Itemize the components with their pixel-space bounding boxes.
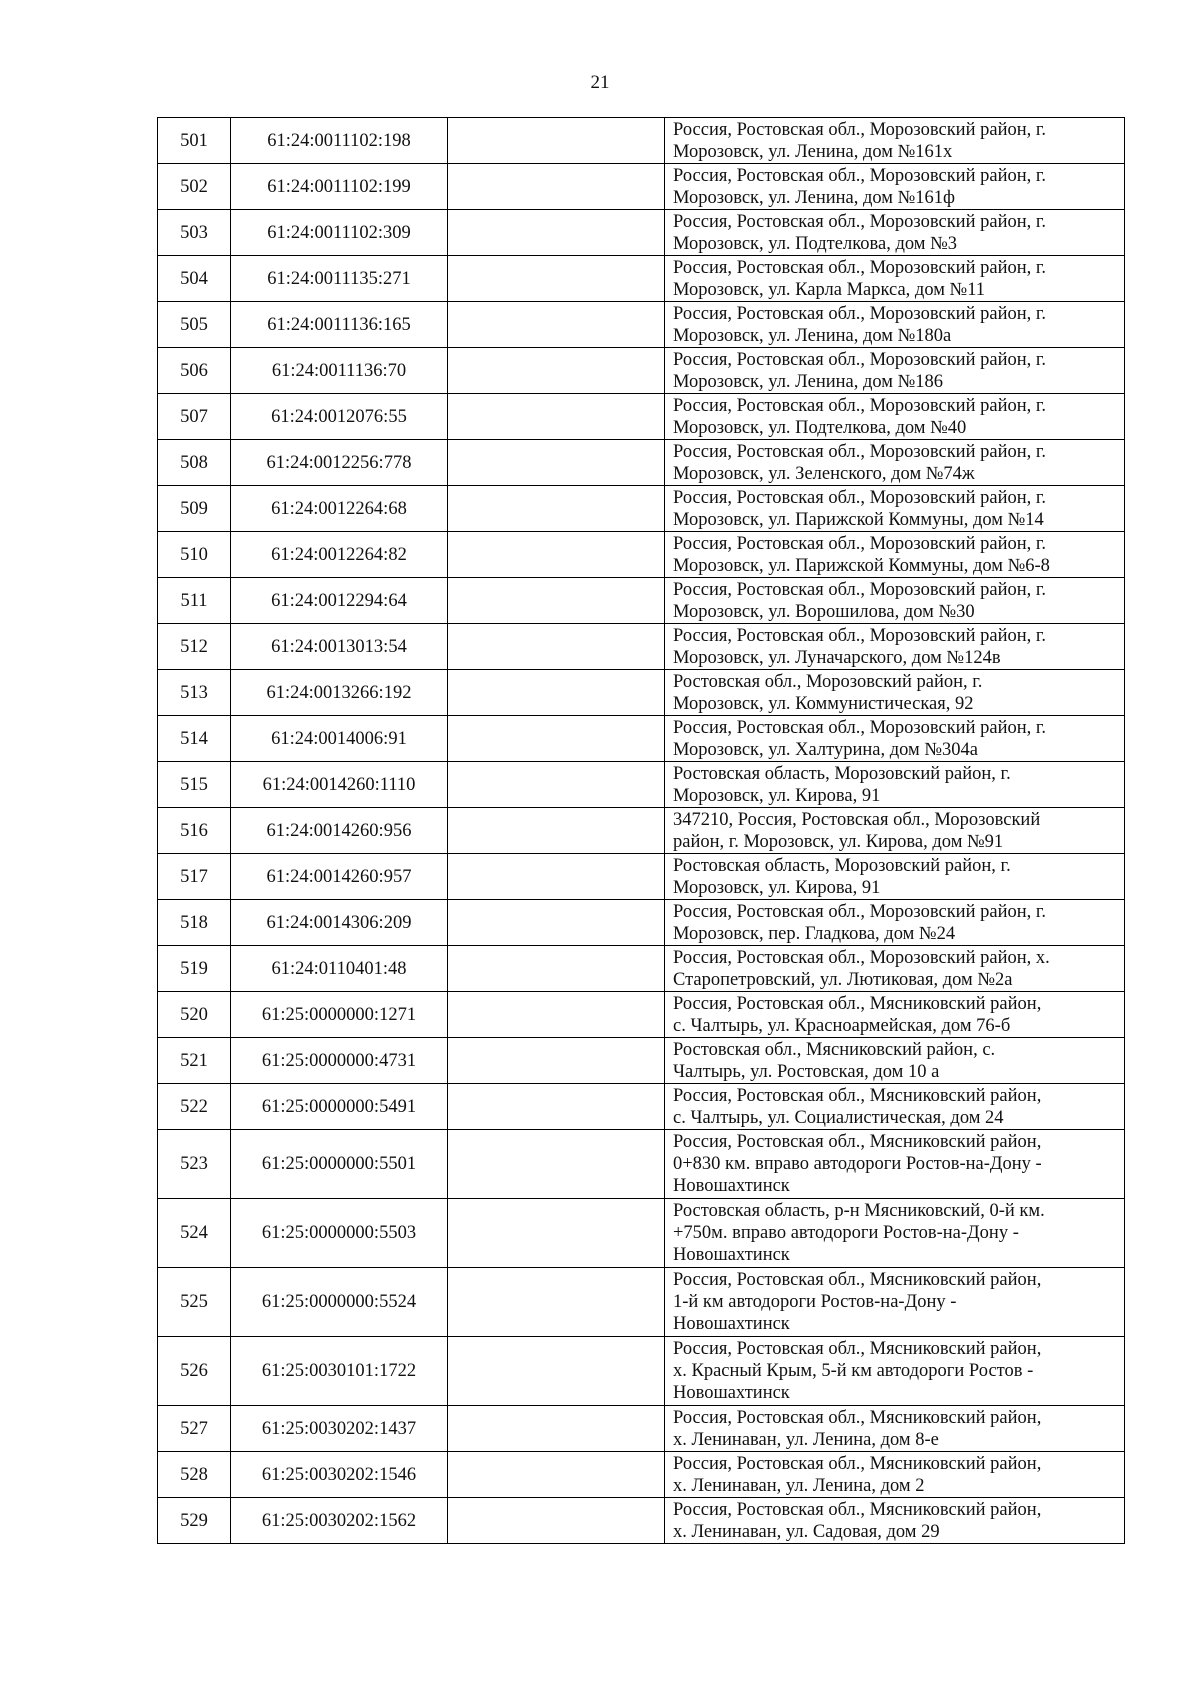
empty-cell — [448, 256, 665, 302]
row-number: 503 — [158, 210, 231, 256]
table-row — [158, 1337, 1125, 1406]
cadastral-number: 61:24:0012294:64 — [231, 578, 448, 624]
address-line: 1-й км автодороги Ростов-на-Дону - — [673, 1292, 957, 1312]
row-number: 516 — [158, 808, 231, 854]
row-number: 512 — [158, 624, 231, 670]
row-number: 505 — [158, 302, 231, 348]
empty-cell — [448, 762, 665, 808]
address-cell — [665, 164, 1125, 210]
empty-cell — [448, 670, 665, 716]
address-line: Морозовск, ул. Ленина, дом №161х — [673, 141, 953, 162]
empty-cell — [448, 1406, 665, 1452]
row-number: 529 — [158, 1498, 231, 1544]
table-row — [158, 992, 1125, 1038]
address-line: +750м. вправо автодороги Ростов-на-Дону - — [673, 1223, 1019, 1243]
table-row — [158, 1498, 1125, 1544]
empty-cell — [448, 118, 665, 164]
table-row — [158, 624, 1125, 670]
cadastral-number: 61:25:0000000:5503 — [231, 1199, 448, 1268]
empty-cell — [448, 348, 665, 394]
cadastral-number: 61:24:0011102:198 — [231, 118, 448, 164]
row-number: 513 — [158, 670, 231, 716]
row-number: 518 — [158, 900, 231, 946]
table-row — [158, 1268, 1125, 1337]
empty-cell — [448, 946, 665, 992]
empty-cell — [448, 164, 665, 210]
table-row — [158, 394, 1125, 440]
address-cell — [665, 486, 1125, 532]
address-cell — [665, 532, 1125, 578]
row-number: 527 — [158, 1406, 231, 1452]
page-number: 21 — [590, 72, 610, 93]
address-line: Старопетровский, ул. Лютиковая, дом №2а — [673, 969, 1013, 990]
row-number: 507 — [158, 394, 231, 440]
address-line: 0+830 км. вправо автодороги Ростов-на-Дону - — [673, 1154, 1042, 1174]
cadastral-number: 61:25:0000000:5501 — [231, 1130, 448, 1199]
row-number: 502 — [158, 164, 231, 210]
address-line: Россия, Ростовская обл., Морозовский район, х. — [673, 947, 1050, 968]
cadastral-number: 61:24:0014006:91 — [231, 716, 448, 762]
address-cell — [665, 808, 1125, 854]
cadastral-number: 61:24:0013266:192 — [231, 670, 448, 716]
row-number: 519 — [158, 946, 231, 992]
table-row — [158, 1084, 1125, 1130]
empty-cell — [448, 992, 665, 1038]
row-number: 506 — [158, 348, 231, 394]
address-line: Россия, Ростовская обл., Морозовский район, г. — [673, 441, 1046, 462]
cadastral-number: 61:24:0014260:956 — [231, 808, 448, 854]
empty-cell — [448, 1038, 665, 1084]
table-row — [158, 854, 1125, 900]
table-row — [158, 348, 1125, 394]
address-line: Россия, Ростовская обл., Морозовский район, г. — [673, 119, 1046, 140]
address-line: Морозовск, ул. Луначарского, дом №124в — [673, 647, 1001, 668]
empty-cell — [448, 1337, 665, 1406]
table-row — [158, 532, 1125, 578]
address-line: Россия, Ростовская обл., Морозовский район, г. — [673, 487, 1046, 508]
address-cell — [665, 1084, 1125, 1130]
address-cell — [665, 1130, 1125, 1199]
address-line: Россия, Ростовская обл., Мясниковский район, — [673, 1407, 1042, 1428]
address-line: Морозовск, ул. Ленина, дом №161ф — [673, 187, 956, 208]
table-row — [158, 486, 1125, 532]
address-line: Россия, Ростовская обл., Морозовский район, г. — [673, 717, 1046, 738]
empty-cell — [448, 302, 665, 348]
cadastral-number: 61:24:0014260:957 — [231, 854, 448, 900]
empty-cell — [448, 532, 665, 578]
address-cell — [665, 210, 1125, 256]
table-row — [158, 256, 1125, 302]
address-cell — [665, 1498, 1125, 1544]
registry-body — [158, 118, 1125, 1544]
address-cell — [665, 992, 1125, 1038]
cadastral-number: 61:25:0030101:1722 — [231, 1337, 448, 1406]
empty-cell — [448, 716, 665, 762]
table-row — [158, 210, 1125, 256]
address-line: Россия, Ростовская обл., Морозовский район, г. — [673, 901, 1046, 922]
address-line: Россия, Ростовская обл., Морозовский район, г. — [673, 625, 1046, 646]
address-cell — [665, 118, 1125, 164]
table-row — [158, 1452, 1125, 1498]
cadastral-number: 61:24:0011102:309 — [231, 210, 448, 256]
address-line: Россия, Ростовская обл., Мясниковский район, — [673, 1270, 1042, 1290]
address-line: х. Ленинаван, ул. Ленина, дом 8-е — [673, 1429, 939, 1450]
table-row — [158, 578, 1125, 624]
table-row — [158, 164, 1125, 210]
row-number: 508 — [158, 440, 231, 486]
address-cell — [665, 716, 1125, 762]
empty-cell — [448, 900, 665, 946]
address-line: Россия, Ростовская обл., Морозовский район, г. — [673, 579, 1046, 600]
table-row — [158, 900, 1125, 946]
address-cell — [665, 1452, 1125, 1498]
cadastral-number: 61:25:0030202:1437 — [231, 1406, 448, 1452]
address-line: Морозовск, ул. Халтурина, дом №304а — [673, 739, 979, 760]
table-row — [158, 716, 1125, 762]
empty-cell — [448, 1452, 665, 1498]
cadastral-number: 61:25:0000000:5491 — [231, 1084, 448, 1130]
address-cell — [665, 854, 1125, 900]
address-line: Морозовск, ул. Карла Маркса, дом №11 — [673, 279, 986, 300]
row-number: 520 — [158, 992, 231, 1038]
row-number: 526 — [158, 1337, 231, 1406]
empty-cell — [448, 578, 665, 624]
address-cell — [665, 440, 1125, 486]
table-row — [158, 302, 1125, 348]
address-line: Морозовск, ул. Парижской Коммуны, дом №14 — [673, 509, 1044, 530]
cadastral-number: 61:25:0000000:4731 — [231, 1038, 448, 1084]
address-line: х. Ленинаван, ул. Садовая, дом 29 — [673, 1521, 940, 1542]
address-cell — [665, 1268, 1125, 1337]
address-line: Новошахтинск — [673, 1245, 790, 1265]
empty-cell — [448, 1199, 665, 1268]
address-line: Чалтырь, ул. Ростовская, дом 10 а — [673, 1061, 940, 1082]
address-line: с. Чалтырь, ул. Социалистическая, дом 24 — [673, 1107, 1004, 1128]
address-line: Морозовск, ул. Ленина, дом №186 — [673, 371, 944, 392]
address-line: 347210, Россия, Ростовская обл., Морозовский — [673, 809, 1041, 830]
cadastral-number: 61:24:0011136:70 — [231, 348, 448, 394]
row-number: 514 — [158, 716, 231, 762]
table-row — [158, 670, 1125, 716]
row-number: 517 — [158, 854, 231, 900]
address-line: Россия, Ростовская обл., Морозовский район, г. — [673, 257, 1046, 278]
cadastral-number: 61:25:0030202:1546 — [231, 1452, 448, 1498]
address-cell — [665, 762, 1125, 808]
address-line: с. Чалтырь, ул. Красноармейская, дом 76-б — [673, 1015, 1011, 1036]
row-number: 511 — [158, 578, 231, 624]
cadastral-number: 61:24:0011102:199 — [231, 164, 448, 210]
address-cell — [665, 670, 1125, 716]
row-number: 509 — [158, 486, 231, 532]
address-line: Ростовская обл., Мясниковский район, с. — [673, 1039, 996, 1060]
table-row — [158, 946, 1125, 992]
empty-cell — [448, 854, 665, 900]
address-line: Новошахтинск — [673, 1176, 790, 1196]
address-cell — [665, 1406, 1125, 1452]
address-line: Россия, Ростовская обл., Морозовский район, г. — [673, 395, 1046, 416]
cadastral-number: 61:24:0011136:165 — [231, 302, 448, 348]
empty-cell — [448, 394, 665, 440]
address-cell — [665, 900, 1125, 946]
empty-cell — [448, 1268, 665, 1337]
address-line: Россия, Ростовская обл., Морозовский район, г. — [673, 165, 1046, 186]
address-line: Ростовская область, р-н Мясниковский, 0-й км. — [673, 1201, 1045, 1221]
address-line: Морозовск, ул. Ворошилова, дом №30 — [673, 601, 975, 622]
address-line: Россия, Ростовская обл., Морозовский район, г. — [673, 533, 1046, 554]
table-row — [158, 762, 1125, 808]
address-cell — [665, 1337, 1125, 1406]
address-cell — [665, 1199, 1125, 1268]
cadastral-number: 61:24:0013013:54 — [231, 624, 448, 670]
address-cell — [665, 348, 1125, 394]
address-line: Россия, Ростовская обл., Мясниковский район, — [673, 993, 1042, 1014]
cadastral-number: 61:24:0011135:271 — [231, 256, 448, 302]
address-cell — [665, 256, 1125, 302]
row-number: 501 — [158, 118, 231, 164]
empty-cell — [448, 1130, 665, 1199]
row-number: 521 — [158, 1038, 231, 1084]
address-line: район, г. Морозовск, ул. Кирова, дом №91 — [673, 831, 1004, 852]
row-number: 515 — [158, 762, 231, 808]
registry-table — [157, 117, 1125, 1544]
address-line: Ростовская обл., Морозовский район, г. — [673, 671, 983, 692]
row-number: 523 — [158, 1130, 231, 1199]
cadastral-number: 61:24:0012264:82 — [231, 532, 448, 578]
address-line: Морозовск, ул. Зеленского, дом №74ж — [673, 463, 975, 484]
empty-cell — [448, 624, 665, 670]
address-cell — [665, 302, 1125, 348]
address-line: Ростовская область, Морозовский район, г. — [673, 763, 1011, 784]
row-number: 504 — [158, 256, 231, 302]
empty-cell — [448, 1498, 665, 1544]
address-line: Россия, Ростовская обл., Мясниковский район, — [673, 1132, 1042, 1152]
cadastral-number: 61:24:0012264:68 — [231, 486, 448, 532]
address-line: Россия, Ростовская обл., Мясниковский район, — [673, 1339, 1042, 1359]
cadastral-number: 61:24:0012256:778 — [231, 440, 448, 486]
address-cell — [665, 1038, 1125, 1084]
address-line: х. Красный Крым, 5-й км автодороги Ростов - — [673, 1361, 1034, 1381]
empty-cell — [448, 1084, 665, 1130]
address-line: Морозовск, ул. Коммунистическая, 92 — [673, 693, 974, 714]
address-line: Россия, Ростовская обл., Морозовский район, г. — [673, 349, 1046, 370]
cadastral-number: 61:24:0014260:1110 — [231, 762, 448, 808]
table-row — [158, 1130, 1125, 1199]
address-line: Морозовск, ул. Парижской Коммуны, дом №6-8 — [673, 555, 1050, 576]
table-row — [158, 808, 1125, 854]
address-line: Россия, Ростовская обл., Мясниковский район, — [673, 1453, 1042, 1474]
address-line: Россия, Ростовская обл., Морозовский район, г. — [673, 211, 1046, 232]
table-row — [158, 118, 1125, 164]
address-line: Морозовск, ул. Кирова, 91 — [673, 877, 881, 898]
row-number: 510 — [158, 532, 231, 578]
table-row — [158, 1038, 1125, 1084]
cadastral-number: 61:24:0012076:55 — [231, 394, 448, 440]
address-cell — [665, 946, 1125, 992]
address-line: Морозовск, ул. Кирова, 91 — [673, 785, 881, 806]
address-line: Морозовск, пер. Гладкова, дом №24 — [673, 923, 956, 944]
address-line: Ростовская область, Морозовский район, г. — [673, 855, 1011, 876]
row-number: 525 — [158, 1268, 231, 1337]
address-cell — [665, 394, 1125, 440]
empty-cell — [448, 486, 665, 532]
address-line: х. Ленинаван, ул. Ленина, дом 2 — [673, 1475, 925, 1496]
table-row — [158, 1199, 1125, 1268]
row-number: 528 — [158, 1452, 231, 1498]
cadastral-number: 61:24:0014306:209 — [231, 900, 448, 946]
cadastral-number: 61:25:0000000:1271 — [231, 992, 448, 1038]
address-cell — [665, 578, 1125, 624]
cadastral-number: 61:25:0030202:1562 — [231, 1498, 448, 1544]
cadastral-number: 61:25:0000000:5524 — [231, 1268, 448, 1337]
address-line: Новошахтинск — [673, 1314, 790, 1334]
table-row — [158, 1406, 1125, 1452]
cadastral-number: 61:24:0110401:48 — [231, 946, 448, 992]
row-number: 524 — [158, 1199, 231, 1268]
address-line: Морозовск, ул. Подтелкова, дом №40 — [673, 417, 967, 438]
address-line: Россия, Ростовская обл., Мясниковский район, — [673, 1499, 1042, 1520]
empty-cell — [448, 210, 665, 256]
address-line: Россия, Ростовская обл., Морозовский район, г. — [673, 303, 1046, 324]
address-line: Новошахтинск — [673, 1383, 790, 1403]
address-cell — [665, 624, 1125, 670]
row-number: 522 — [158, 1084, 231, 1130]
address-line: Морозовск, ул. Подтелкова, дом №3 — [673, 233, 957, 254]
empty-cell — [448, 440, 665, 486]
table-row — [158, 440, 1125, 486]
address-line: Морозовск, ул. Ленина, дом №180а — [673, 325, 952, 346]
address-line: Россия, Ростовская обл., Мясниковский район, — [673, 1085, 1042, 1106]
empty-cell — [448, 808, 665, 854]
